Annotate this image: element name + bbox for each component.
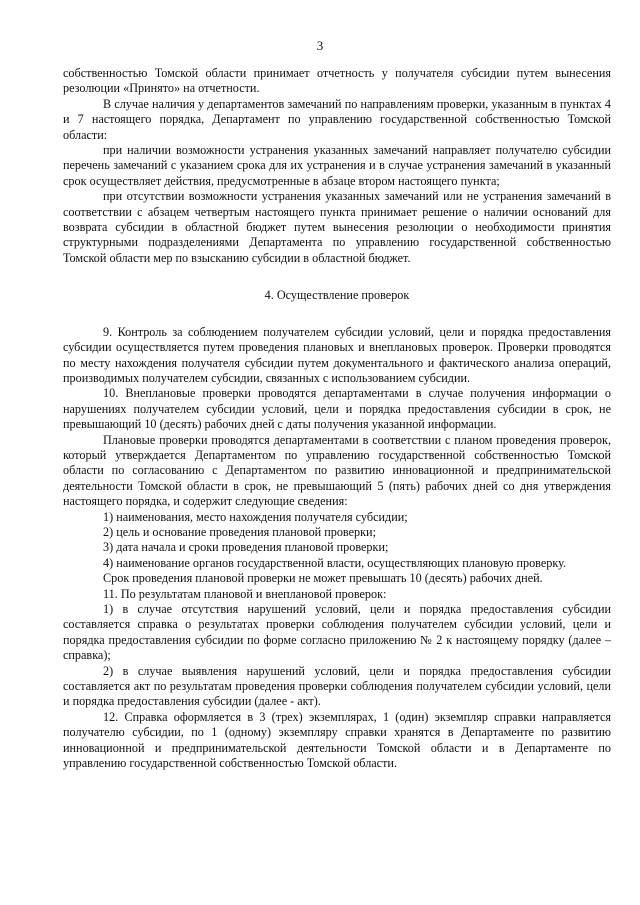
list-item-result-2: 2) в случае выявления нарушений условий, цели и порядка предоставления субсидии составляется акт по результатам проведения проверки соблюдения получателем субсидии условий, цели и порядка предоставления субсидии (далее - акт). [63,663,611,709]
list-item-2: 2) цель и основание проведения плановой проверки; [103,524,376,539]
paragraph-check-duration: Срок проведения плановой проверки не может превышать 10 (десять) рабочих дней. [103,571,543,586]
paragraph-planned-checks: Плановые проверки проводятся департаментами в соответствии с планом проведения проверок, который утверждается Департаментом по управлению государственной собственностью Томской области по согласованию с Департаментом по развитию инновационной и предпринимательской деятельности Томской области в срок, не превышающий 5 (пять) рабочих дней со дня утверждения настоящего порядка, и содержит следующие сведения: [63,432,611,509]
paragraph-item-10: 10. Внеплановые проверки проводятся департаментами в случае получения информации о нарушениях получателем субсидии условий, цели и порядка предоставления субсидии в срок, не превышающий 10 (десять) рабочих дней с даты получения указанной информации. [63,386,611,432]
paragraph-item-9: 9. Контроль за соблюдением получателем субсидии условий, цели и порядка предоставления субсидии осуществляется путем проведения плановых и внеплановых проверок. Проверки проводятся по месту нахождения получателя субсидии путем документального и фактического анализа операций, производимых получателем субсидии, связанных с использованием субсидии. [63,324,611,385]
paragraph-continuation: собственностью Томской области принимает отчетность у получателя субсидии путем вынесения резолюции «Принято» на отчетности. [63,66,611,96]
paragraph-remarks-fixable: при наличии возможности устранения указанных замечаний направляет получателю субсидии перечень замечаний с указанием срока для их устранения и в случае устранения замечаний в указанный срок осуществляет действия, предусмотренные в абзаце втором настоящего пункта; [63,143,611,188]
paragraph-item-12: 12. Справка оформляется в 3 (трех) экземплярах, 1 (один) экземпляр справки направляется получателю субсидии, по 1 (одному) экземпляру справки хранятся в Департаменте по развитию инновационной и предпринимательской деятельности Томской области и в Департаменте по управлению государственной собственностью Томской области. [63,709,611,771]
page-number: 3 [316,38,324,53]
paragraph-remarks-unfixable: при отсутствии возможности устранения указанных замечаний или не устранения замечаний в соответствии с абзацем четвертым настоящего пункта принимает решение о наличии оснований для возврата субсидии в областной бюджет путем вынесения резолюции о необходимости принятия структурными подразделениями Департамента по управлению государственной собственностью Томской области мер по взысканию субсидии в областной бюджет. [63,189,611,265]
paragraph-remarks-case: В случае наличия у департаментов замечаний по направлениям проверки, указанным в пунктах 4 и 7 настоящего порядка, Департамент по управлению государственной собственностью Томской области: [63,96,611,142]
section-heading: 4. Осуществление проверок [264,288,410,303]
list-item-4: 4) наименование органов государственной власти, осуществляющих плановую проверку. [103,555,567,570]
document-body [63,66,611,771]
list-item-1: 1) наименования, место нахождения получателя субсидии; [103,509,408,524]
paragraph-item-11: 11. По результатам плановой и внеплановой проверок: [103,586,387,601]
list-item-3: 3) дата начала и сроки проведения плановой проверки; [103,540,389,555]
list-item-result-1: 1) в случае отсутствия нарушений условий, цели и порядка предоставления субсидии составляется справка о результатах проверки соблюдения получателем субсидии условий, цели и порядка предоставления субсидии по форме согласно приложению № 2 к настоящему порядку (далее – справка); [63,602,611,663]
